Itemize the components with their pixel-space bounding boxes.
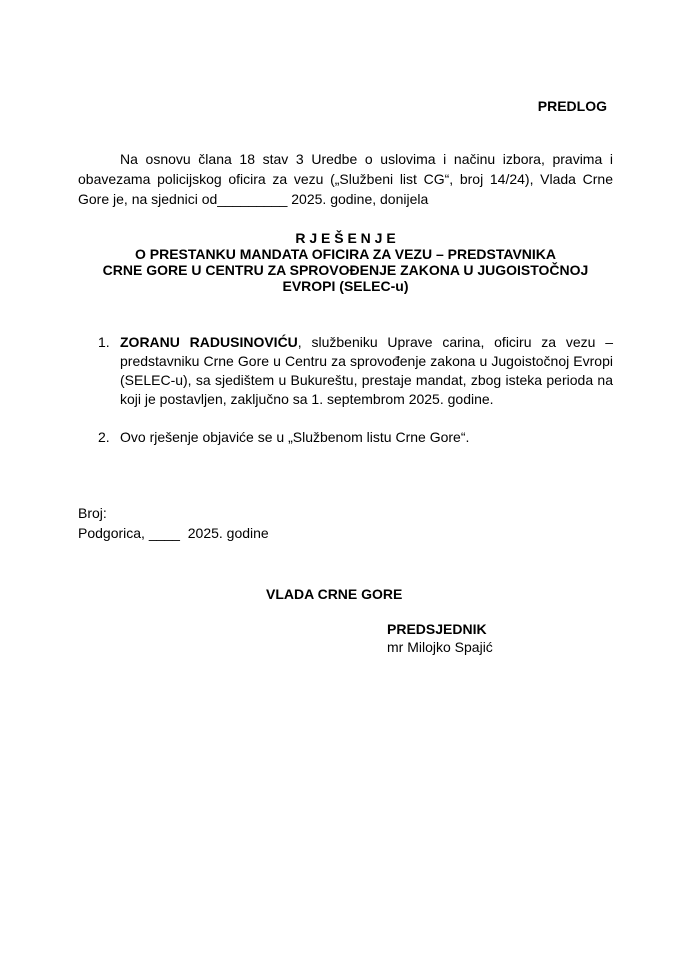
intro-paragraph: Na osnovu člana 18 stav 3 Uredbe o uslovima i načinu izbora, pravima i obavezama policijskog oficira za vezu („Službeni list CG“, broj 14/24), Vlada Crne Gore je, na sjednici od_________ 2025. godine, donijela <box>78 151 613 207</box>
signatory-role: PREDSJEDNIK <box>387 621 487 637</box>
person-name: ZORANU RADUSINOVIĆU <box>120 334 298 350</box>
document-footer <box>78 503 269 543</box>
title-line-1: R J E Š E N J E <box>295 230 396 246</box>
item-number: 2. <box>98 429 110 445</box>
signature-block <box>387 620 493 656</box>
list-item <box>78 428 613 447</box>
government-name: VLADA CRNE GORE <box>266 586 403 602</box>
signatory-name: mr Milojko Spajić <box>387 639 493 655</box>
place-date: Podgorica, ____ 2025. godine <box>78 525 269 541</box>
reference-number-label: Broj: <box>78 505 107 521</box>
title-line-4: EVROPI (SELEC-u) <box>282 278 409 294</box>
item-text: , službeniku Uprave carina, oficiru za vezu – predstavniku Crne Gore u Centru za sprovođenje zakona u Jugoistočnoj Evropi (SELEC-u), sa sjedištem u Bukureštu, prestaje mandat, zbog isteka perioda na koji je postavljen, zaključno sa 1. septembrom 2025. godine. <box>120 334 613 407</box>
title-line-3: CRNE GORE U CENTRU ZA SPROVOĐENJE ZAKONA U JUGOISTOČNOJ <box>102 262 589 278</box>
list-item <box>78 333 613 409</box>
decision-title <box>78 230 613 294</box>
item-text: Ovo rješenje objaviće se u „Službenom listu Crne Gore“. <box>120 429 470 445</box>
title-line-2: O PRESTANKU MANDATA OFICIRA ZA VEZU – PREDSTAVNIKA <box>134 246 557 262</box>
proposal-label: PREDLOG <box>537 98 607 114</box>
decision-items <box>78 333 613 447</box>
item-number: 1. <box>98 334 110 350</box>
